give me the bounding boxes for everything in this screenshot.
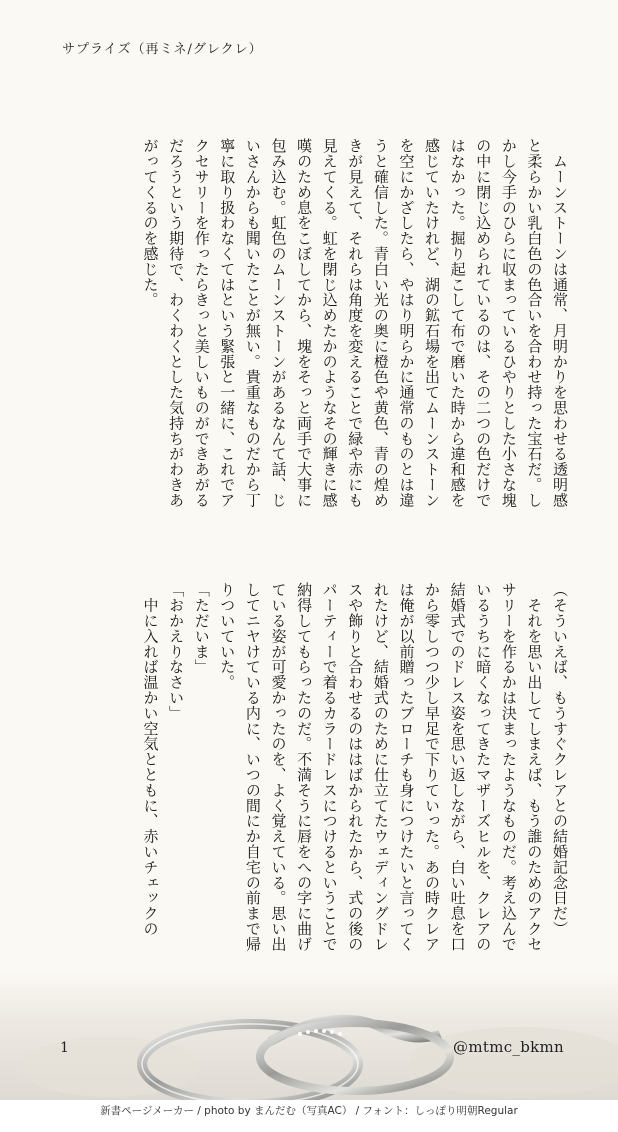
top-line: の中に閉じ込められているのは、その二つの色だけで [474, 138, 493, 508]
top-line: 感じていたけれど、湖の鉱石場を出てムーンストーン [423, 138, 442, 508]
bottom-line: （そういえば、もうすぐクレアとの結婚記念日だ） [551, 582, 569, 937]
bottom-line: 中に入れば温かい空気とともに、赤いチェックの [141, 582, 160, 937]
top-line: がってくるのを感じた。 [141, 138, 160, 308]
bottom-line: いるうちに暗くなってきたマザーズヒルを、クレアの [474, 582, 493, 952]
top-line: 見えてくる。虹を閉じ込めたかのようなその輝きに感 [320, 138, 339, 508]
top-line: いさんからも聞いたことが無い。貴重なものだから丁 [243, 138, 262, 508]
page-number: 1 [60, 1040, 69, 1056]
wedding-rings-photo [0, 972, 618, 1100]
top-line: はなかった。掘り起こして布で磨いた時から違和感を [448, 138, 467, 508]
top-line: かし今手のひらに収まっているひやりとした小さな塊 [499, 138, 518, 508]
account-handle: @mtmc_bkmn [453, 1038, 564, 1056]
top-line: 嘆のため息をこぼしてから、塊をそっと両手で大事に [295, 138, 314, 508]
bottom-line: 「おかえりなさい」 [167, 582, 186, 721]
bottom-line: 結婚式でのドレス姿を思い返しながら、白い吐息を口 [448, 582, 467, 952]
body-text-bottom [52, 582, 572, 1002]
top-line: を空にかざしたら、やはり明らかに通常のものとは違 [397, 138, 416, 508]
bottom-line: は俺が以前贈ったブローチも身につけたいと言ってく [397, 582, 416, 952]
bottom-line: 納得してもらったのだ。不満そうに唇をへの字に曲げ [295, 582, 314, 952]
bottom-line: してニヤけている内に、いつの間にか自宅の前まで帰 [243, 582, 262, 952]
bottom-line: れたけど、結婚式のために仕立てたウェディングドレ [371, 582, 390, 952]
bottom-line: スや飾りと合わせるのははばかられたから、式の後の [346, 582, 365, 952]
bottom-line: 「ただいま」 [192, 582, 211, 675]
top-line: ムーンストーンは通常、月明かりを思わせる透明感 [551, 138, 569, 508]
bottom-line: それを思い出してしまえば、もう誰のためのアクセ [525, 582, 544, 952]
bottom-line: から零しつつ少し早足で下りていった。あの時クレア [423, 582, 442, 952]
body-text-top [52, 138, 572, 528]
bottom-line: りついていた。 [218, 582, 237, 690]
footer-credit: 新書ページメーカー / photo by まんだむ（写真AC） / フォント：しっぽり明朝Regular [0, 1100, 618, 1132]
page-title: サプライズ（再ミネ/グレクレ） [62, 42, 263, 57]
top-line: と柔らかい乳白色の色合いを合わせ持った宝石だ。し [525, 138, 544, 508]
top-line: うと確信した。青白い光の奥に橙色や黄色、青の煌め [371, 138, 390, 508]
top-line: クセサリーを作ったらきっと美しいものができあがる [192, 138, 211, 508]
top-line: 包み込む。虹色のムーンストーンがあるなんて話、じ [269, 138, 288, 508]
bottom-line: パーティーで着るカラードレスにつけるということで [320, 582, 339, 952]
top-line: だろうという期待で、わくわくとした気持ちがわきあ [167, 138, 186, 508]
bottom-line: サリーを作るかは決まったようなものだ。考え込んで [499, 582, 518, 952]
top-line: きが見えて、それらは角度を変えることで緑や赤にも [346, 138, 365, 508]
top-line: 寧に取り扱わなくてはという緊張と一緒に、これでア [218, 138, 237, 508]
bottom-line: ている姿が可愛かったのを、よく覚えている。思い出 [269, 582, 288, 952]
